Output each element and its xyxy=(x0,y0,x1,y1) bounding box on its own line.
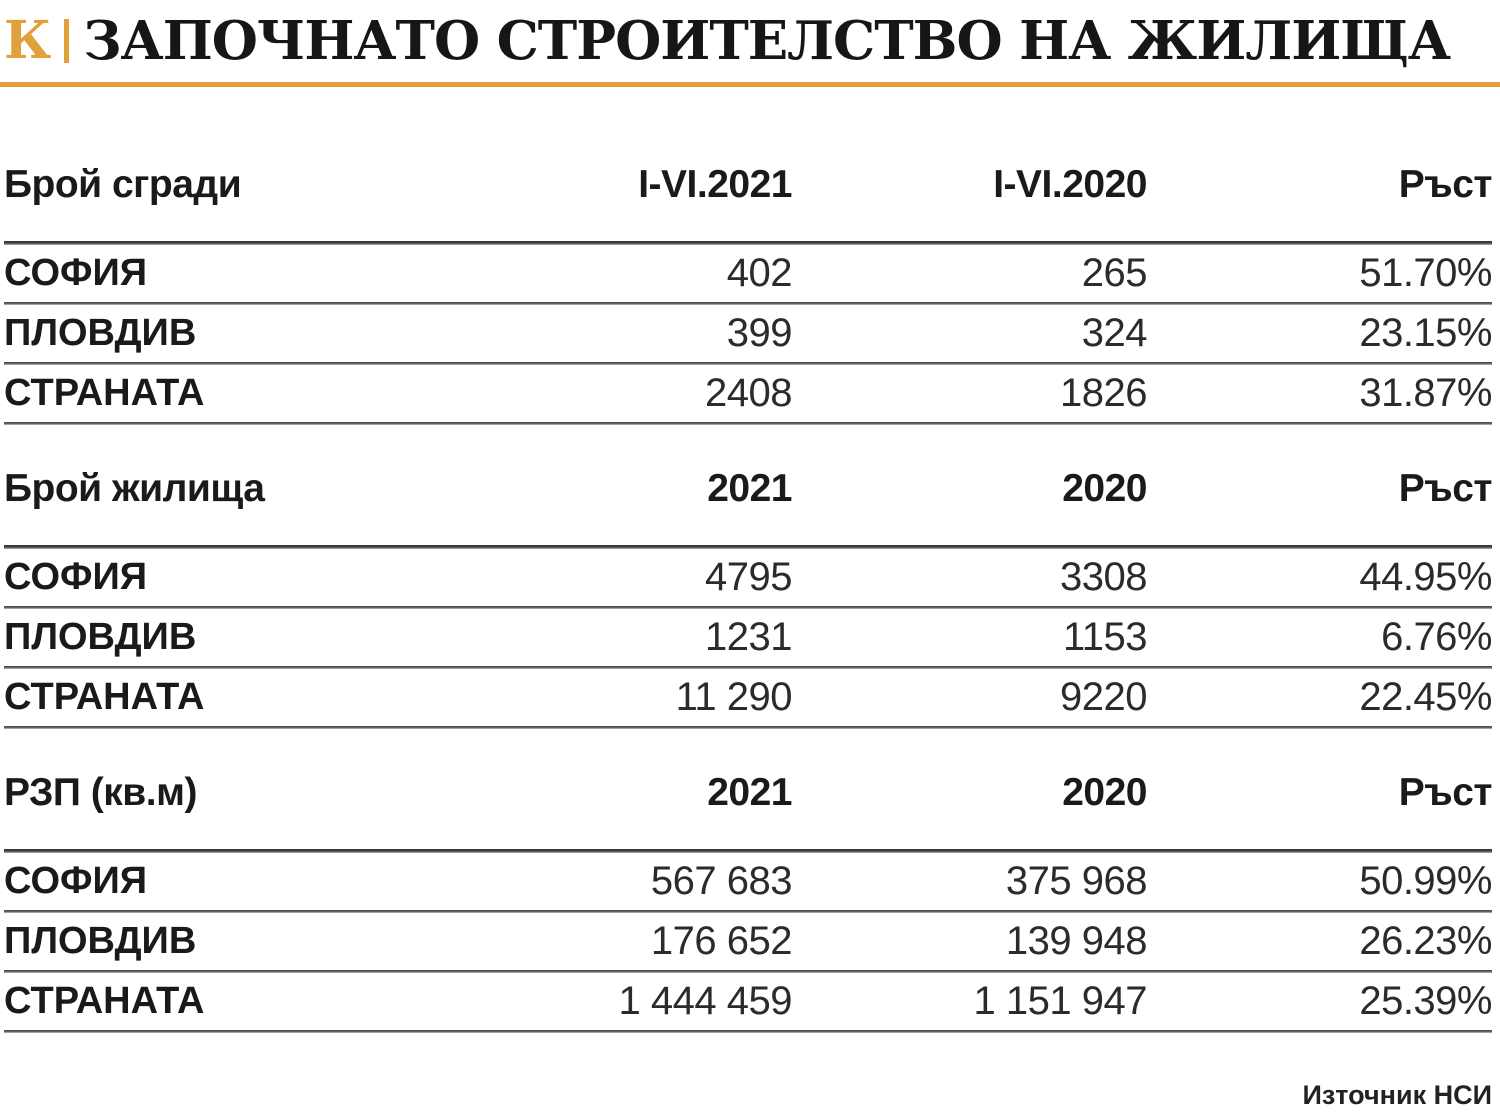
column-header-2021: 2021 xyxy=(707,467,792,510)
row-label: ПЛОВДИВ xyxy=(4,920,197,962)
section-end-rule xyxy=(4,1030,1492,1033)
value-cell-2021: 2408 xyxy=(705,371,792,415)
value-cell-2021: 399 xyxy=(726,311,792,355)
column-header-2020: 2020 xyxy=(1062,467,1147,510)
growth-cell: 50.99% xyxy=(1359,859,1492,903)
growth-cell: 31.87% xyxy=(1359,371,1492,415)
column-header-growth: Ръст xyxy=(1398,467,1492,510)
value-cell-2020: 1153 xyxy=(1062,615,1147,659)
growth-cell: 25.39% xyxy=(1359,979,1492,1023)
value-cell-2020: 1 151 947 xyxy=(973,979,1147,1023)
growth-cell: 51.70% xyxy=(1359,251,1492,295)
section-label: РЗП (кв.м) xyxy=(4,771,197,814)
value-cell-2020: 3308 xyxy=(1060,555,1147,599)
table-row-sofia xyxy=(4,853,1492,910)
value-cell-2020: 1826 xyxy=(1060,371,1147,415)
kapital-logo-letter: К xyxy=(4,10,52,71)
row-label: СТРАНАТА xyxy=(4,676,205,718)
row-label: ПЛОВДИВ xyxy=(4,312,197,354)
source-label: Източник НСИ xyxy=(1302,1080,1492,1110)
section-label: Брой сгради xyxy=(4,163,242,206)
page-title: ЗАПОЧНАТО СТРОИТЕЛСТВО НА ЖИЛИЩА xyxy=(83,9,1451,72)
row-label: СОФИЯ xyxy=(4,556,148,598)
value-cell-2020: 139 948 xyxy=(1005,919,1147,963)
growth-cell: 44.95% xyxy=(1359,555,1492,599)
section-header-row xyxy=(4,729,1492,849)
table-row-country xyxy=(4,669,1492,726)
value-cell-2021: 11 290 xyxy=(675,675,792,719)
value-cell-2021: 4795 xyxy=(705,555,792,599)
column-header-period-2020: I-VI.2020 xyxy=(993,163,1147,206)
column-header-2020: 2020 xyxy=(1062,771,1147,814)
table-section-dwellings xyxy=(4,425,1492,729)
value-cell-2020: 265 xyxy=(1081,251,1147,295)
value-cell-2020: 324 xyxy=(1081,311,1147,355)
value-cell-2021: 176 652 xyxy=(650,919,792,963)
row-label: СОФИЯ xyxy=(4,252,148,294)
logo-divider xyxy=(64,19,69,63)
growth-cell: 23.15% xyxy=(1359,311,1492,355)
masthead xyxy=(0,0,1500,82)
table-row-plovdiv xyxy=(4,305,1492,362)
growth-cell: 6.76% xyxy=(1381,615,1492,659)
value-cell-2021: 402 xyxy=(726,251,792,295)
growth-cell: 26.23% xyxy=(1359,919,1492,963)
value-cell-2021: 1231 xyxy=(705,615,792,659)
column-header-growth: Ръст xyxy=(1398,771,1492,814)
value-cell-2021: 1 444 459 xyxy=(618,979,792,1023)
row-label: СОФИЯ xyxy=(4,860,148,902)
table-row-plovdiv xyxy=(4,913,1492,970)
data-table xyxy=(0,87,1500,1033)
row-label: СТРАНАТА xyxy=(4,372,205,414)
value-cell-2020: 375 968 xyxy=(1005,859,1147,903)
section-label: Брой жилища xyxy=(4,467,265,510)
section-header-row xyxy=(4,425,1492,545)
section-header-row xyxy=(4,87,1492,241)
value-cell-2020: 9220 xyxy=(1060,675,1147,719)
table-row-sofia xyxy=(4,245,1492,302)
row-label: ПЛОВДИВ xyxy=(4,616,197,658)
table-row-country xyxy=(4,973,1492,1030)
table-section-floor-area xyxy=(4,729,1492,1033)
column-header-2021: 2021 xyxy=(707,771,792,814)
table-row-country xyxy=(4,365,1492,422)
table-row-plovdiv xyxy=(4,609,1492,666)
table-section-buildings xyxy=(4,87,1492,425)
column-header-period-2021: I-VI.2021 xyxy=(638,163,792,206)
growth-cell: 22.45% xyxy=(1359,675,1492,719)
column-header-growth: Ръст xyxy=(1398,163,1492,206)
row-label: СТРАНАТА xyxy=(4,980,205,1022)
value-cell-2021: 567 683 xyxy=(650,859,792,903)
table-row-sofia xyxy=(4,549,1492,606)
